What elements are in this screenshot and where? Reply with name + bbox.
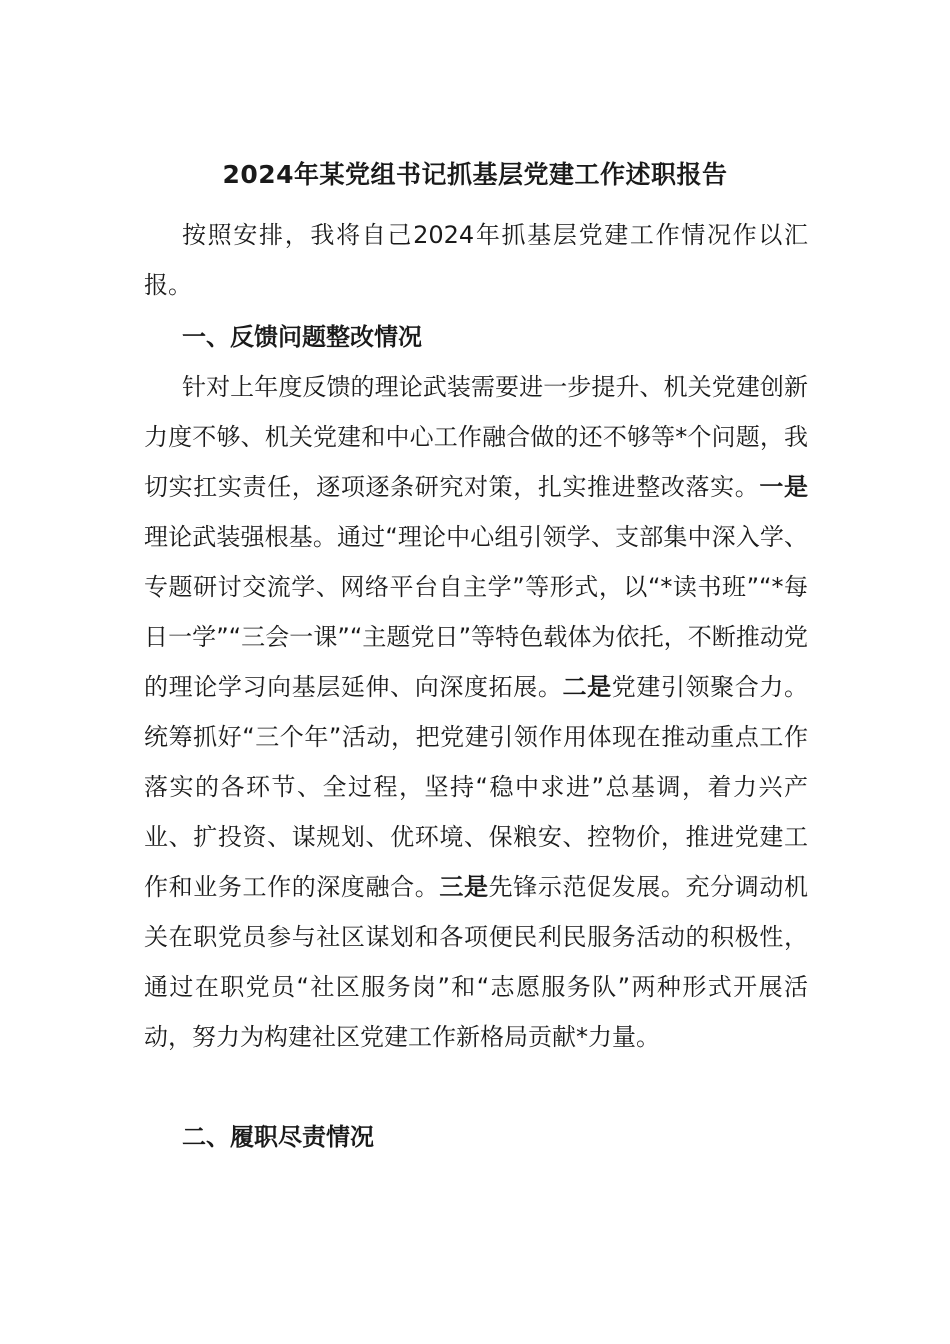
point-1-text: 理论武装强根基。通过“理论中心组引领学、支部集中深入学、专题研讨交流学、网络平台自主学”等形式，以“*读书班”“*每日一学”“三会一课”“主题党日”等特色载体为依托，不断推动党的理论学习向基层延伸、向深度拓展。 xyxy=(144,523,808,701)
section-2-heading: 二、履职尽责情况 xyxy=(182,1123,374,1151)
paragraph-opening: 针对上年度反馈的理论武装需要进一步提升、机关党建创新力度不够、机关党建和中心工作融合做的还不够等*个问题，我切实扛实责任，逐项逐条研究对策，扎实推进整改落实。 xyxy=(144,373,808,501)
point-2-label: 二是 xyxy=(562,673,612,701)
point-3-label: 三是 xyxy=(439,873,489,901)
section-1-heading: 一、反馈问题整改情况 xyxy=(182,323,422,351)
point-2-text: 党建引领聚合力。统筹抓好“三个年”活动，把党建引领作用体现在推动重点工作落实的各环节、全过程，坚持“稳中求进”总基调，着力兴产业、扩投资、谋规划、优环境、保粮安、控物价，推进党建工作和业务工作的深度融合。 xyxy=(144,673,809,901)
intro-paragraph: 按照安排，我将自己2024年抓基层党建工作情况作以汇报。 xyxy=(144,221,808,299)
section-1-paragraph xyxy=(144,362,808,1062)
point-3-text: 先锋示范促发展。充分调动机关在职党员参与社区谋划和各项便民利民服务活动的积极性，通过在职党员“社区服务岗”和“志愿服务队”两种形式开展活动，努力为构建社区党建工作新格局贡献*力量。 xyxy=(144,873,809,1051)
point-1-label: 一是 xyxy=(759,473,809,501)
document-title: 2024年某党组书记抓基层党建工作述职报告 xyxy=(222,160,728,189)
